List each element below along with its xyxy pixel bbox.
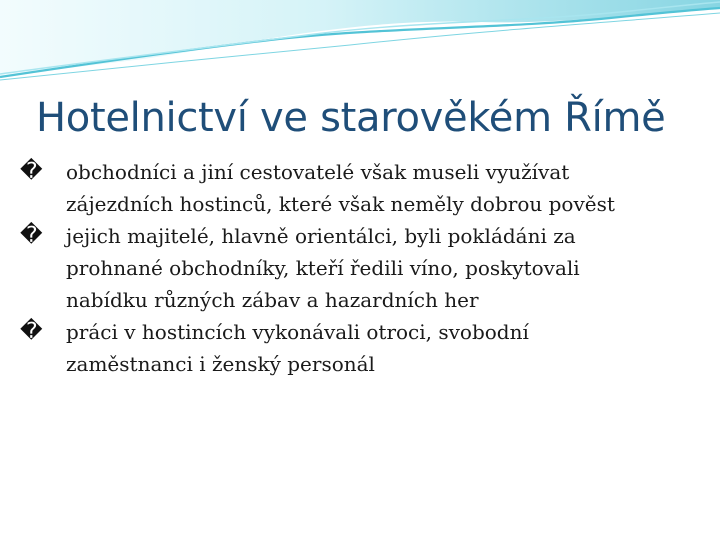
wave-fill [0, 0, 720, 78]
bullet-replacement-icon: � [20, 319, 43, 344]
teal-wave-header-icon [0, 0, 720, 90]
bullet-1-line-2: zájezdních hostinců, které však neměly dobrou pověst [66, 192, 615, 216]
bullet-3-line-2: zaměstnanci i ženský personál [66, 352, 375, 376]
bullet-item-3 [20, 316, 690, 380]
bullet-2-line-3: nabídku různých zábav a hazardních her [66, 288, 479, 312]
bullet-2-line-1: jejich majitelé, hlavně orientálci, byli pokládáni za [66, 224, 576, 248]
bullet-item-1 [20, 156, 690, 220]
bullet-1-line-1: obchodníci a jiní cestovatelé však museli využívat [66, 160, 570, 184]
bullet-2-line-2: prohnané obchodníky, kteří ředili víno, poskytovali [66, 256, 580, 280]
bullet-item-2 [20, 220, 690, 316]
bullet-replacement-icon: � [20, 159, 43, 184]
bullet-list [20, 156, 690, 380]
bullet-3-line-1: práci v hostincích vykonávali otroci, svobodní [66, 320, 529, 344]
bullet-replacement-icon: � [20, 223, 43, 248]
slide-title: Hotelnictví ve starověkém Římě [36, 95, 666, 141]
